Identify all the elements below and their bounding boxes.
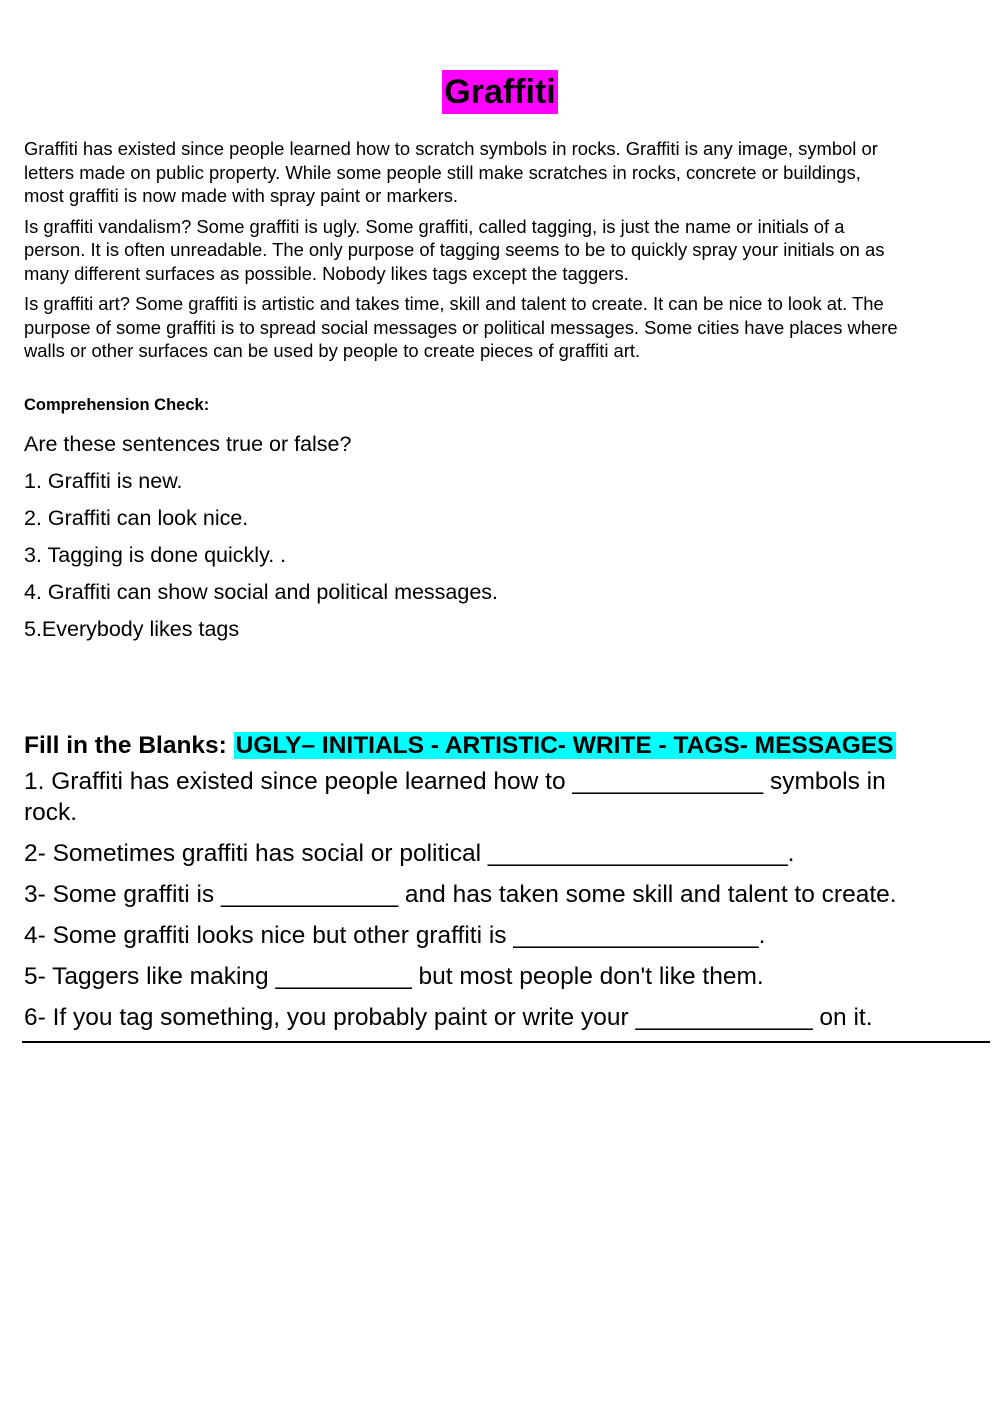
word-bank: UGLY– INITIALS - ARTISTIC- WRITE - TAGS- MESSAGES	[235, 732, 894, 759]
bottom-divider	[22, 1041, 990, 1043]
true-false-item-5: 5.Everybody likes tags	[24, 617, 240, 641]
passage-paragraph-3: Is graffiti art? Some graffiti is artistic and takes time, skill and talent to create. It can be nice to look at. The purpose of some graffiti is to spread social messages or political messages. Some cities have places where walls or other surfaces can be used by people to create pieces of graffiti art.	[24, 293, 898, 361]
true-false-item-4: 4. Graffiti can show social and political messages.	[24, 580, 499, 604]
true-false-item-1: 1. Graffiti is new.	[24, 469, 183, 493]
true-false-item-2: 2. Graffiti can look nice.	[24, 506, 249, 530]
fill-blank-item-2: 2- Sometimes graffiti has social or political ______________________.	[24, 840, 795, 867]
fill-in-blanks-heading	[24, 728, 984, 766]
fill-in-blanks-label: Fill in the Blanks:	[24, 732, 234, 759]
reading-passage	[24, 137, 984, 370]
true-false-prompt: Are these sentences true or false?	[24, 432, 352, 456]
true-false-item-3: 3. Tagging is done quickly. .	[24, 543, 287, 567]
title-container	[0, 70, 1000, 114]
fill-blank-item-6: 6- If you tag something, you probably paint or write your _____________ on it.	[24, 1004, 873, 1031]
fill-blank-item-3: 3- Some graffiti is _____________ and has taken some skill and talent to create.	[24, 881, 897, 908]
passage-paragraph-1: Graffiti has existed since people learned how to scratch symbols in rocks. Graffiti is any image, symbol or letters made on public property. While some people still make scratches in rocks, concrete or buildings, most graffiti is now made with spray paint or markers.	[24, 138, 878, 206]
fill-blank-item-5: 5- Taggers like making __________ but most people don't like them.	[24, 963, 764, 990]
page-title: Graffiti	[442, 70, 557, 114]
fill-blank-item-4: 4- Some graffiti looks nice but other graffiti is __________________.	[24, 922, 766, 949]
fill-blank-item-1: 1. Graffiti has existed since people learned how to ______________ symbols in rock.	[24, 768, 886, 826]
fill-in-blanks-section	[24, 728, 984, 1043]
true-false-section	[24, 426, 924, 648]
passage-paragraph-2: Is graffiti vandalism? Some graffiti is ugly. Some graffiti, called tagging, is just the name or initials of a person. It is often unreadable. The only purpose of tagging seems to be to quickly spray your initials on as many different surfaces as possible. Nobody likes tags except the taggers.	[24, 215, 885, 284]
comprehension-heading: Comprehension Check:	[24, 396, 210, 414]
